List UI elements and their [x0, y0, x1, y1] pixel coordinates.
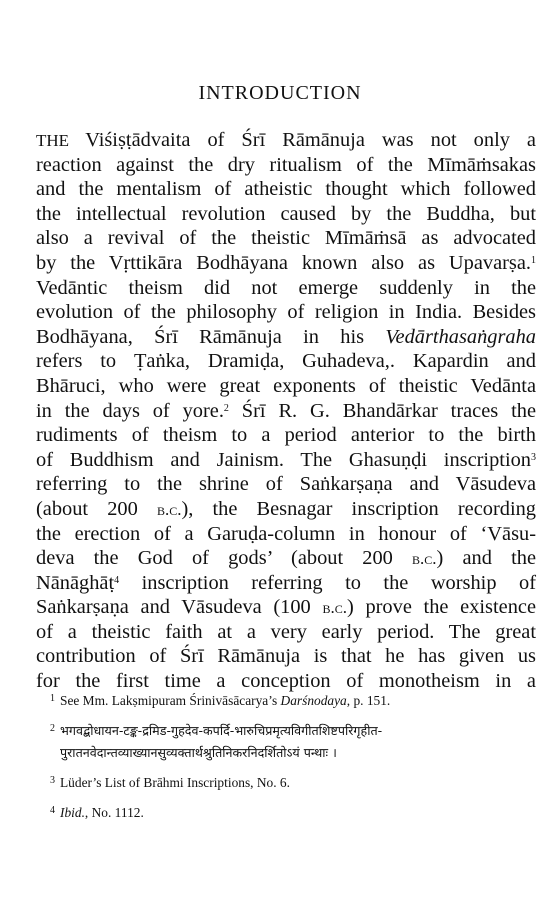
footnote: [36, 772, 536, 794]
footnote-number: 1: [50, 693, 55, 704]
text-fragment: Nānāghāṭ: [36, 571, 115, 594]
text-line: referring to the shrine of Saṅkarṣaṇa and Vāsudeva: [36, 473, 536, 496]
footnote-number: 2: [50, 723, 55, 734]
text-fragment: inscription referring to the worship of: [119, 571, 536, 594]
footnote: [36, 802, 536, 824]
text-line: and the mentalism of atheistic thought which followed: [36, 178, 536, 201]
text-line: refers to Ṭaṅka, Dramiḍa, Guhadeva,. Kapardin and: [36, 350, 536, 373]
footnote-number: 3: [50, 775, 55, 786]
footnotes: [36, 690, 536, 824]
text-line: Bhāruci, who were great exponents of theistic Vedānta: [36, 374, 536, 397]
footnote: [36, 690, 536, 712]
text-fragment: Saṅkarṣaṇa and Vāsudeva (100: [36, 596, 323, 619]
text-line: [36, 497, 536, 522]
footnote-text: भगवद्बोधायन-टङ्क-द्रमिड-गुहदेव-कपर्दि-भारुचिप्रमृत्यविगीतशिष्टपरिगृहीत-: [60, 723, 383, 738]
footnote-ref: 3: [531, 451, 536, 463]
footnote-ref: 1: [531, 254, 536, 266]
text-fragment: Viśiṣṭādvaita of Śrī Rāmānuja was not only a: [85, 129, 536, 151]
text-fragment: ) prove the existence: [346, 596, 537, 619]
page-title: INTRODUCTION: [198, 82, 362, 104]
era-abbr: b.c.: [156, 499, 182, 519]
footnote-text: Lüder’s List of Brāhmi Inscriptions, No. 6.: [60, 775, 290, 790]
main-text: [36, 128, 536, 694]
text-fragment: Bodhāyana, Śrī Rāmānuja in his: [36, 325, 386, 348]
footnote-text: , No. 1112.: [84, 805, 144, 820]
text-fragment: Śrī R. G. Bhandārkar traces the: [228, 399, 536, 422]
text-line: rudiments of theism to a period anterior to the birth: [36, 424, 536, 447]
text-fragment: (about 200: [36, 497, 157, 520]
era-abbr: b.c.: [322, 598, 347, 618]
text-line: of a theistic faith at a very early period. The great: [36, 620, 536, 643]
text-line: [36, 546, 536, 571]
text-line: [36, 325, 536, 350]
footnote-continuation: [36, 742, 536, 764]
text-line: [36, 595, 536, 620]
text-fragment: THE: [36, 131, 86, 150]
footnote-text: See Mm. Lakṣmipuram Śrinivāsācarya’s: [60, 693, 281, 708]
text-line: the intellectual revolution caused by the Buddha, but: [36, 202, 536, 225]
text-fragment: ), the Besnagar inscription recording: [181, 497, 537, 520]
text-fragment: of Buddhism and Jainism. The Ghasuṇḍi inscription: [36, 448, 531, 471]
text-line: [36, 128, 536, 153]
text-fragment: deva the God of gods’ (about 200: [36, 547, 413, 570]
footnote-text: पुरातनवेदान्तव्याख्यानसुव्यक्तार्थश्रुतिनिकरनिदर्शितोऽयं पन्थाः ।: [60, 745, 337, 760]
text-line: [36, 571, 536, 596]
text-line: reaction against the dry ritualism of the Mīmāṁsakas: [36, 153, 536, 176]
footnote: [36, 720, 536, 742]
text-line: for the first time a conception of monotheism in a: [36, 670, 536, 693]
footnote-ref: 2: [223, 402, 229, 414]
text-fragment: ) and the: [436, 547, 536, 570]
text-fragment: in the days of yore.: [36, 399, 224, 422]
italic-title: Vedārthasaṅgraha: [385, 325, 536, 348]
text-line: contribution of Śrī Rāmānuja is that he has given us: [36, 645, 536, 668]
footnote-text: , p. 151.: [346, 693, 391, 708]
text-line: evolution of the philosophy of religion in India. Besides: [36, 301, 536, 324]
footnote-title: Darśnodaya: [280, 693, 347, 708]
era-abbr: b.c.: [412, 549, 437, 569]
footnote-ref: 4: [114, 574, 120, 586]
footnote-number: 4: [50, 805, 55, 816]
text-line: Vedāntic theism did not emerge suddenly in the: [36, 276, 536, 299]
text-line: also a revival of the theistic Mīmāṁsā as advocated: [36, 227, 536, 250]
text-line: [36, 448, 536, 473]
text-line: [36, 399, 536, 424]
text-fragment: by the Vṛttikāra Bodhāyana known also as Upavarṣa.: [36, 251, 531, 274]
text-line: [36, 251, 536, 276]
footnote-title: Ibid.: [60, 805, 85, 820]
text-line: the erection of a Garuḍa-column in honour of ‘Vāsu-: [36, 522, 536, 545]
